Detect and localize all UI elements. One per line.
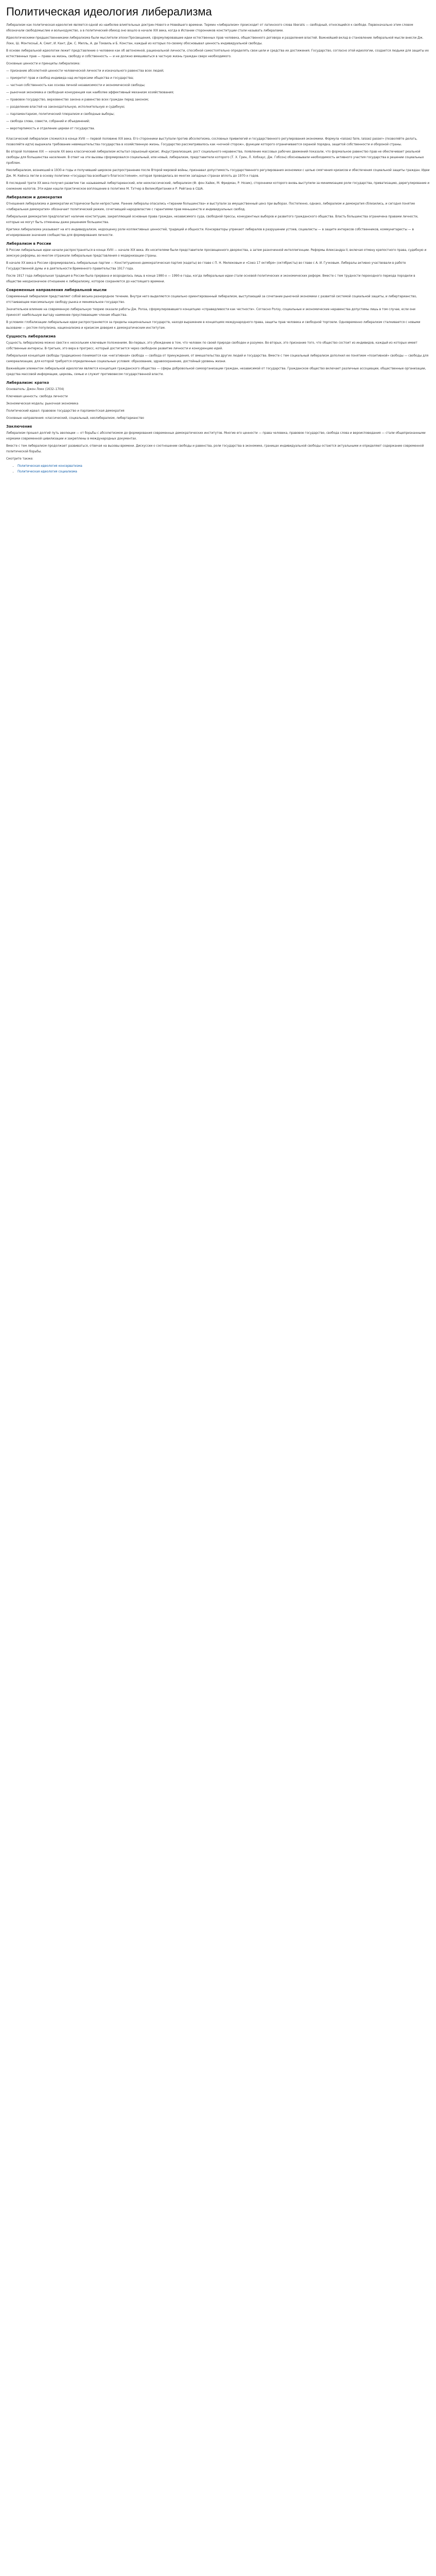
history-paragraph: Неолиберализм, возникший в 1930-е годы и получивший широкое распространение после Второй мировой войны, признавал допустимость государственного регулирования экономики с целью смягчения кризисов и обеспечения социальной защиты граждан. Идеи Дж. М. Кейнса легли в основу политики «государства всеобщего благосостояния», которая проводилась во многих западных странах вплоть до 1970-х годов. <box>6 169 430 178</box>
conclusion-paragraph: Вместе с тем либерализм продолжает развиваться, отвечая на вызовы времени. Дискуссии о соотношении свободы и равенства, роли государства в экономике, границах индивидуальной свободы остаются актуальными и определяют содержание современной политической борьбы. <box>6 445 424 453</box>
section-modern <box>6 288 430 331</box>
list-item <box>18 469 430 475</box>
section-paragraph: В начале XX века в России сформировались либеральные партии — Конституционно-демократическая партия (кадеты) во главе с П. Н. Милюковым и «Союз 17 октября» (октябристы) во главе с А. И. Гучковым. Либералы активно участвовали в работе Государственной думы и в деятельности Временного правительства 1917 года. <box>6 262 406 270</box>
principle-item: — приоритет прав и свобод индивида над интересами общества и государства; <box>6 77 134 80</box>
principle-item: — парламентаризм, политический плюрализм и свободные выборы; <box>6 113 115 116</box>
see-also-list <box>6 464 430 475</box>
section-heading: Либерализм: кратко <box>6 381 49 385</box>
section-paragraph: Важнейшим элементом либеральной идеологии является концепция гражданского общества — сферы добровольной самоорганизации граждан, независимой от государства. Гражданское общество включает различные ассоциации, общественные организации, средства массовой информации, церковь, семью и служит противовесом государственной власти. <box>6 367 426 376</box>
conclusion-section <box>6 425 430 455</box>
principle-item: — частная собственность как основа личной независимости и экономической свободы; <box>6 84 145 87</box>
history-section <box>6 137 430 192</box>
history-paragraph: Во второй половине XIX — начале XX века классический либерализм испытал серьезный кризис. Индустриализация, рост социального неравенства, появление массовых рабочих движений показали, что формальное равенство прав не обеспечивает реальной свободы для большинства населения. В ответ на эти вызовы сформировался социальный, или новый, либерализм, представители которого (Т. Х. Грин, Л. Хобхаус, Дж. Гобсон) обосновывали необходимость активного участия государства в решении социальных проблем. <box>6 150 424 165</box>
see-also-section <box>6 456 430 475</box>
summary-item: Основатель: Джон Локк (1632–1704) <box>6 388 64 391</box>
principle-item: — веротерпимость и отделение церкви от государства. <box>6 127 95 130</box>
section-paragraph: Отношения либерализма и демократии исторически были непростыми. Ранние либералы опасались «тирании большинства» и выступали за имущественный ценз при выборах. Постепенно, однако, либерализм и демократия сблизились, и сегодня понятие «либеральная демократия» обозначает политический режим, сочетающий народовластие с гарантиями прав меньшинств и индивидуальных свобод. <box>6 202 415 211</box>
list-item <box>18 464 430 469</box>
summary-section <box>6 381 430 421</box>
intro-paragraph: Либерализм как политическая идеология является одной из наиболее влиятельных доктрин Нового и Новейшего времени. Термин «либерализм» происходит от латинского слова liberalis — свободный, относящийся к свободе. Первоначально этим словом обозначали свободомыслие и вольнодумство, а в политический обиход оно вошло в начале XIX века, когда в Испании сторонников конституции стали называть либералами. <box>6 24 413 32</box>
section-paragraph: В России либеральные идеи начали распространяться в конце XVIII — начале XIX века. Их носителями были представители просвещенного дворянства, а затем разночинной интеллигенции. Реформы Александра II, включая отмену крепостного права, судебную и земскую реформы, во многом отражали либеральные представления о модернизации страны. <box>6 249 427 258</box>
section-paragraph: В условиях глобализации либеральные идеи распространяются за пределы национальных государств, находя выражение в концепциях международного права, защиты прав человека и свободной торговли. Одновременно либерализм сталкивается с новыми вызовами — ростом популизма, национализма и кризисом доверия к демократическим институтам. <box>6 321 421 330</box>
conclusion-paragraph: Либерализм прошел долгий путь эволюции — от борьбы с абсолютизмом до формирования современных демократических институтов. Многие его ценности — права человека, правовое государство, свобода слова и вероисповедания — стали общепризнанными нормами современной цивилизации и закреплены в международных документах. <box>6 432 426 440</box>
summary-item: Политический идеал: правовое государство и парламентская демократия <box>6 410 125 413</box>
section-paragraph: Либеральная концепция свободы традиционно понимается как «негативная» свобода — свобода от принуждения, от вмешательства других людей и государства. Вместе с тем социальный либерализм дополнил ее понятием «позитивной» свободы — свободы для самореализации, для которой требуются определенные социальные условия: образование, здравоохранение, достойный уровень жизни. <box>6 354 429 363</box>
section-heading: Либерализм и демократия <box>6 195 62 199</box>
see-also-heading: Смотрите также: <box>6 457 33 461</box>
intro-paragraph: В основе либеральной идеологии лежит представление о человеке как об автономной, рациональной личности, способной самостоятельно определять свои цели и средства их достижения. Государство, согласно этой идеологии, создается людьми для защиты их естественных прав — права на жизнь, свободу и собственность — и не должно вмешиваться в частную жизнь граждан сверх необходимого. <box>6 49 429 58</box>
principle-item: — свобода слова, совести, собраний и объединений; <box>6 120 90 123</box>
principles-section <box>6 61 430 132</box>
intro-section <box>6 23 430 60</box>
page-title: Политическая идеология либерализма <box>6 5 212 18</box>
summary-item: Ключевая ценность: свобода личности <box>6 395 68 398</box>
history-paragraph: Классический либерализм сложился в конце XVIII — первой половине XIX века. Его сторонники выступали против абсолютизма, сословных привилегий и государственного регулирования экономики. Формула «laissez faire, laissez passer» (позволяйте делать, позволяйте идти) выражала требование невмешательства государства в хозяйственную жизнь. Государство рассматривалось как «ночной сторож», функции которого ограничиваются охраной порядка, защитой собственности и обороной страны. <box>6 138 417 146</box>
section-paragraph: Сущность либерализма можно свести к нескольким ключевым положениям. Во-первых, это убеждение в том, что человек по своей природе свободен и разумен. Во-вторых, это признание того, что общество состоит из индивидов, каждый из которых имеет собственные интересы. В-третьих, это вера в прогресс, который достигается через свободное развитие личности и конкуренцию идей. <box>6 342 417 350</box>
section-heading: Либерализм в России <box>6 242 51 246</box>
section-heading: Современные направления либеральной мысли <box>6 288 107 292</box>
section-democracy <box>6 195 430 239</box>
summary-item: Экономическая модель: рыночная экономика <box>6 402 78 405</box>
article <box>0 0 436 518</box>
principle-item: — разделение властей на законодательную, исполнительную и судебную; <box>6 106 125 109</box>
related-link[interactable]: Политическая идеология консерватизма <box>18 465 82 468</box>
section-heading: Заключение <box>6 425 32 429</box>
section-heading: Сущность либерализма <box>6 334 56 338</box>
section-paragraph: Критики либерализма указывают на его индивидуализм, недооценку роли коллективных ценностей, традиций и общности. Консерваторы упрекают либералов в разрушении устоев, социалисты — в защите интересов собственников, коммунитаристы — в игнорировании значения сообщества для формирования личности. <box>6 228 414 237</box>
section-russia <box>6 242 430 285</box>
principles-intro: Основные ценности и принципы либерализма: <box>6 62 80 65</box>
principle-item: — рыночная экономика и свободная конкуренция как наиболее эффективный механизм хозяйствования; <box>6 91 174 94</box>
section-core <box>6 334 430 378</box>
section-paragraph: После 1917 года либеральная традиция в России была прервана и возродилась лишь в конце 1980-х — 1990-е годы, когда либеральные идеи стали основой политических и экономических реформ. Вместе с тем трудности переходного периода породили в обществе неоднозначное отношение к либерализму, которое сохраняется до настоящего времени. <box>6 275 415 283</box>
intro-paragraph: Идеологическими предшественниками либерализма были мыслители эпохи Просвещения, сформулировавшие идеи естественных прав человека, общественного договора и разделения властей. Важнейший вклад в становление либеральной мысли внесли Дж. Локк, Ш. Монтескьё, А. Смит, И. Кант, Дж. С. Милль, А. де Токвиль и Б. Констан, каждый из которых по-своему обосновывал ценность индивидуальной свободы. <box>6 37 424 45</box>
summary-item: Основные направления: классический, социальный, неолиберализм, либертарианство <box>6 417 144 420</box>
section-paragraph: Значительное влияние на современную либеральную теорию оказали работы Дж. Ролза, сформулировавшего концепцию «справедливости как честности». Согласно Ролзу, социальные и экономические неравенства допустимы лишь в том случае, если они приносят наибольшую выгоду наименее преуспевающим членам общества. <box>6 308 415 317</box>
principle-item: — правовое государство, верховенство закона и равенство всех граждан перед законом; <box>6 98 149 101</box>
related-link[interactable]: Политическая идеология социализма <box>18 470 77 473</box>
history-paragraph: В последней трети XX века получил развитие так называемый либертарианский, или неоклассический, либерализм (Ф. фон Хайек, М. Фридман, Р. Нозик), сторонники которого вновь выступили за минимизацию роли государства, приватизацию, дерегулирование и снижение налогов. Эти идеи нашли практическое воплощение в политике М. Тэтчер в Великобритании и Р. Рейгана в США. <box>6 182 430 191</box>
principle-item: — признание абсолютной ценности человеческой личности и изначального равенства всех людей; <box>6 70 164 73</box>
section-paragraph: Либеральная демократия предполагает наличие конституции, закрепляющей основные права граждан, независимого суда, свободной прессы, конкурентных выборов и развитого гражданского общества. Власть большинства ограничена правами личности, которые не могут быть отменены даже решением большинства. <box>6 215 418 224</box>
section-paragraph: Современный либерализм представляет собой весьма разнородное течение. Внутри него выделяются социально ориентированный либерализм, выступающий за сочетание рыночной экономики с развитой системой социальной защиты, и либертарианство, отстаивающее максимальную свободу рынка и минимальное государство. <box>6 295 417 304</box>
